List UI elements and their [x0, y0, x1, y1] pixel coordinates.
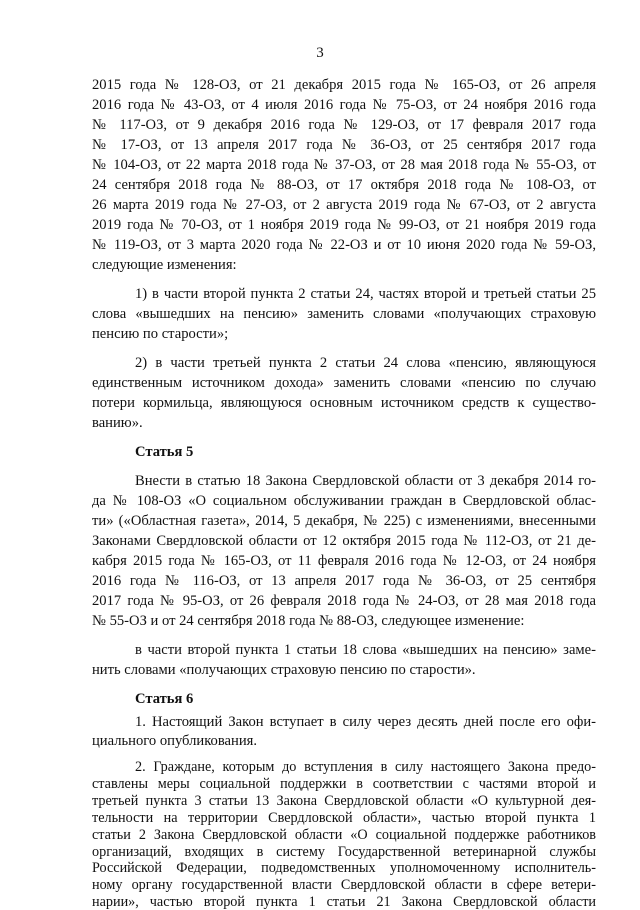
text-line: 2. Граждане, которым до вступления в силу настоящего Закона предо- [135, 759, 596, 775]
text-line: 2016 года № 116-ОЗ, от 13 апреля 2017 года № 36-ОЗ, от 25 сентября [92, 573, 596, 589]
text-line: 2017 года № 95-ОЗ, от 26 февраля 2018 года № 24-ОЗ, от 28 мая 2018 года [92, 593, 596, 609]
text-line: нить словами «получающих страховую пенсию по старости». [92, 662, 476, 678]
text-line: 1) в части второй пункта 2 статьи 24, частях второй и третьей статьи 25 [135, 286, 596, 302]
text-line: циального опубликования. [92, 733, 258, 749]
article-heading: Статья 6 [135, 691, 194, 707]
text-line: № 117-ОЗ, от 9 декабря 2016 года № 129-ОЗ, от 17 февраля 2017 года [92, 117, 596, 133]
text-line: 1. Настоящий Закон вступает в силу через десять дней после его офи- [135, 714, 596, 730]
text-line: № 104-ОЗ, от 22 марта 2018 года № 37-ОЗ, от 28 мая 2018 года № 55-ОЗ, от [92, 157, 596, 173]
text-line: ставлены меры социальной поддержки в соответствии с частями второй и [92, 775, 596, 792]
text-line: Российской Федерации, подведомственных уполномоченному исполнитель- [92, 860, 596, 877]
text-line: 2) в части третьей пункта 2 статьи 24 слова «пенсию, являющуюся [135, 355, 596, 371]
text-line: слова «вышедших на пенсию» заменить словами «получающих страховую [92, 306, 596, 322]
article-heading: Статья 5 [135, 444, 194, 460]
text-line: нарии», частью второй пункта 1 статьи 21 Закона Свердловской области [92, 894, 596, 910]
text-line: 2019 года № 70-ОЗ, от 1 ноября 2019 года № 99-ОЗ, от 21 ноября 2019 года [92, 217, 596, 233]
text-line: статьи 2 Закона Свердловской области «О социальной поддержке работников [92, 826, 596, 843]
text-line: кабря 2015 года № 165-ОЗ, от 11 февраля 2016 года № 12-ОЗ, от 24 ноября [92, 553, 596, 569]
text-line: № 55-ОЗ и от 24 сентября 2018 года № 88-ОЗ, следующее изменение: [92, 613, 525, 629]
text-line: 26 марта 2019 года № 27-ОЗ, от 2 августа 2019 года № 67-ОЗ, от 2 августа [92, 197, 596, 213]
text-line: № 119-ОЗ, от 3 марта 2020 года № 22-ОЗ и от 10 июня 2020 года № 59-ОЗ, [92, 237, 596, 253]
text-line: 24 сентября 2018 года № 88-ОЗ, от 17 октября 2018 года № 108-ОЗ, от [92, 177, 596, 193]
text-line: единственным источником дохода» заменить словами «пенсию по случаю [92, 375, 596, 391]
text-line: следующие изменения: [92, 257, 237, 273]
text-line: да № 108-ОЗ «О социальном обслуживании граждан в Свердловской облас- [92, 493, 596, 509]
text-line: пенсию по старости»; [92, 326, 229, 342]
text-line: 2016 года № 43-ОЗ, от 4 июля 2016 года № 75-ОЗ, от 24 ноября 2016 года [92, 97, 596, 113]
text-line: тельности на территории Свердловской области», частью второй пункта 1 [92, 809, 596, 826]
text-line: потери кормильца, являющуюся основным источником средств к существо- [92, 395, 596, 411]
text-line: Законами Свердловской области от 12 октября 2015 года № 112-ОЗ, от 21 де- [92, 533, 596, 549]
text-line: в части второй пункта 1 статьи 18 слова «вышедших на пенсию» заме- [135, 642, 596, 658]
text-line: № 17-ОЗ, от 13 апреля 2017 года № 36-ОЗ, от 25 сентября 2017 года [92, 137, 596, 153]
text-line: третьей пункта 3 статьи 13 Закона Свердловской области «О культурной дея- [92, 792, 596, 809]
text-line: Внести в статью 18 Закона Свердловской области от 3 декабря 2014 го- [135, 473, 596, 489]
page-number: 3 [316, 45, 324, 61]
text-line: ванию». [92, 415, 143, 431]
text-line: организаций, входящих в систему Государственной ветеринарной службы [92, 843, 596, 860]
text-line: ти» («Областная газета», 2014, 5 декабря, № 225) с изменениями, внесенными [92, 513, 596, 529]
text-line: ному органу государственной власти Свердловской области в сфере ветери- [92, 877, 596, 894]
text-line: 2015 года № 128-ОЗ, от 21 декабря 2015 года № 165-ОЗ, от 26 апреля [92, 77, 596, 93]
